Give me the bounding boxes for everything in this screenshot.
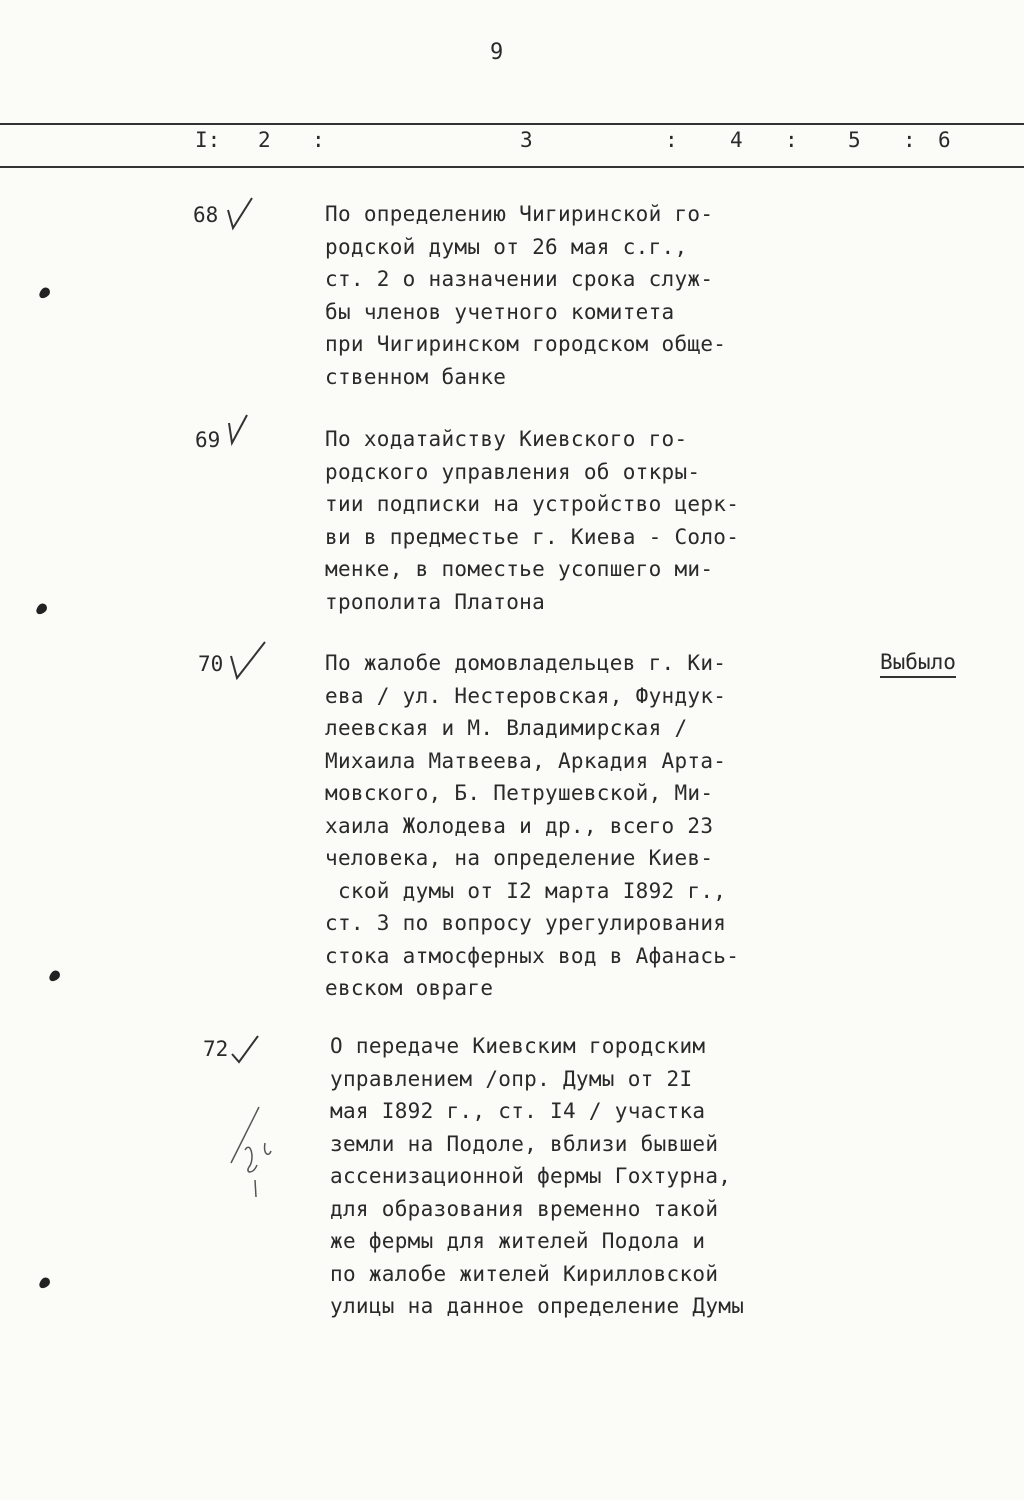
header-col-4: 4 <box>730 128 743 152</box>
header-col-5: 5 <box>848 128 861 152</box>
check-mark-icon <box>225 196 255 232</box>
page-number: 9 <box>490 40 504 65</box>
check-mark-icon <box>230 1030 260 1066</box>
header-top-rule <box>0 123 1024 125</box>
entry-text: По жалобе домовладельцев г. Ки- ева / ул. Нестеровская, Фундук- леевская и М. Владимирская / Михаила Матвеева, Аркадия Арта- мовского, Б. Петрушевской, Ми- хаила Жолодева и др., всего 23 человека, на определение Киев- ской думы от I2 марта I892 г., ст. 3 по вопросу урегулирования стока атмосферных вод в Афанась- евском овраге <box>325 651 740 1000</box>
entry-number: 69 <box>195 428 221 452</box>
handwritten-scribble-icon <box>225 1105 285 1200</box>
header-col-1: I: <box>195 128 221 152</box>
punch-hole-mark <box>47 969 62 984</box>
header-col-3: 3 <box>520 128 533 152</box>
punch-hole-mark <box>37 286 52 301</box>
header-separator: : <box>903 128 916 152</box>
entry-text: По определению Чигиринской го- родской думы от 26 мая с.г., ст. 2 о назначении срока служ- бы членов учетного комитета при Чигиринском городском обще- ственном банке <box>325 202 727 389</box>
header-separator: : <box>665 128 678 152</box>
status-note: Выбыло <box>880 650 956 678</box>
punch-hole-mark <box>37 1276 52 1291</box>
entry-number: 70 <box>198 652 224 676</box>
entry-text: По ходатайству Киевского го- родского управления об откры- тии подписки на устройство церк- ви в предместье г. Киева - Соло- менке, в поместье усопшего ми- трополита Платона <box>325 427 740 614</box>
entry-number: 72 <box>203 1037 229 1061</box>
entry-number: 68 <box>193 203 219 227</box>
punch-hole-mark <box>34 602 49 617</box>
check-mark-icon <box>225 413 255 449</box>
header-separator: : <box>312 128 325 152</box>
header-bottom-rule <box>0 166 1024 168</box>
header-col-2: 2 <box>258 128 271 152</box>
check-mark-icon <box>228 640 268 682</box>
header-col-6: 6 <box>938 128 951 152</box>
header-separator: : <box>785 128 798 152</box>
entry-text: О передаче Киевским городским управлением /опр. Думы от 2I мая I892 г., ст. I4 / участка земли на Подоле, вблизи бывшей ассенизационной фермы Гохтурна, для образования временно такой же фермы для жителей Подола и по жалобе жителей Кирилловской улицы на данное определение Думы <box>330 1034 745 1318</box>
